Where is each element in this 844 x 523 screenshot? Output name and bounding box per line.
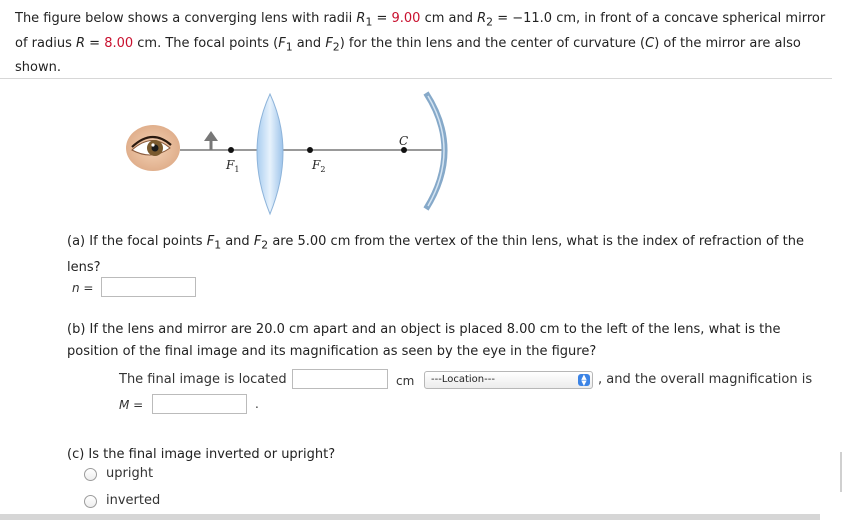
f1-subscript: 1 — [285, 40, 293, 54]
intro-text: cm. The focal points ( — [133, 35, 279, 51]
focal-point-f1 — [228, 147, 234, 153]
intro-text: cm and — [420, 11, 478, 26]
period: . — [255, 397, 259, 411]
r1-subscript: 1 — [365, 15, 373, 29]
f1-subscript: 1 — [214, 238, 222, 252]
object-arrow — [204, 131, 218, 150]
optics-figure — [118, 88, 478, 223]
r1-symbol: R — [356, 11, 366, 26]
equals-sign: = — [85, 35, 105, 51]
magnification-input[interactable] — [152, 394, 247, 414]
equals-sign: = — [372, 11, 392, 26]
r1-value: 9.00 — [391, 11, 421, 26]
location-select-value: ---Location--- — [431, 374, 495, 385]
part-b-question: (b) If the lens and mirror are 20.0 cm apart and an object is placed 8.00 cm to the left of the lens, what is the position of the final image and its magnification as seen by the eye in the figure? — [67, 322, 781, 359]
section-divider — [0, 78, 832, 79]
f1-symbol: F — [206, 234, 215, 249]
f2-symbol: F — [253, 234, 262, 249]
n-label: n = — [72, 281, 94, 295]
converging-lens — [257, 94, 283, 214]
f1-label: $F_1$ — [226, 158, 240, 174]
c-label: C — [399, 134, 409, 148]
inverted-label: inverted — [106, 493, 161, 508]
mirror-radius-value: 8.00 — [104, 35, 134, 51]
upright-label: upright — [106, 466, 154, 481]
eye-icon — [126, 125, 180, 171]
intro-text: The figure below shows a converging lens with radii — [15, 11, 357, 26]
f2-label: $F_2$ — [312, 158, 326, 174]
location-select[interactable] — [424, 371, 593, 389]
unit-label: cm — [396, 374, 415, 388]
f2-symbol: F — [325, 35, 333, 51]
upright-radio[interactable] — [84, 468, 97, 481]
select-arrows-icon: ▲ ▼ — [578, 374, 590, 386]
right-edge-bar — [840, 452, 842, 492]
m-label: M = — [119, 398, 144, 412]
intro-text: ) of the mirror are also shown. — [15, 35, 801, 76]
problem-statement — [15, 8, 830, 78]
r2-symbol: R — [477, 11, 487, 26]
r2-subscript: 2 — [486, 15, 494, 29]
r2-value: = −11.0 cm, in front of a concave spherical mirror of radius — [15, 11, 826, 51]
magnification-lead-text: , and the overall magnification is — [598, 372, 813, 387]
intro-text: and — [292, 35, 326, 51]
f1-symbol: F — [278, 35, 286, 51]
f2-subscript: 2 — [332, 40, 340, 54]
n-input[interactable] — [101, 277, 196, 297]
c-symbol: C — [645, 35, 655, 51]
part-c-question: (c) Is the final image inverted or upright? — [67, 447, 336, 462]
focal-point-f2 — [307, 147, 313, 153]
intro-text: ) for the thin lens and the center of curvature ( — [339, 35, 646, 51]
mirror-radius-symbol: R — [75, 35, 86, 51]
inverted-radio[interactable] — [84, 495, 97, 508]
horizontal-scrollbar[interactable] — [0, 514, 820, 520]
image-location-label: The final image is located — [119, 372, 287, 387]
f2-subscript: 2 — [261, 238, 269, 252]
part-a-question: (a) If the focal points $F_1$ and $F_2$ are 5.00 cm from the vertex of the thin lens, what is the index of refraction of the lens? — [67, 234, 804, 275]
image-position-input[interactable] — [292, 369, 388, 389]
